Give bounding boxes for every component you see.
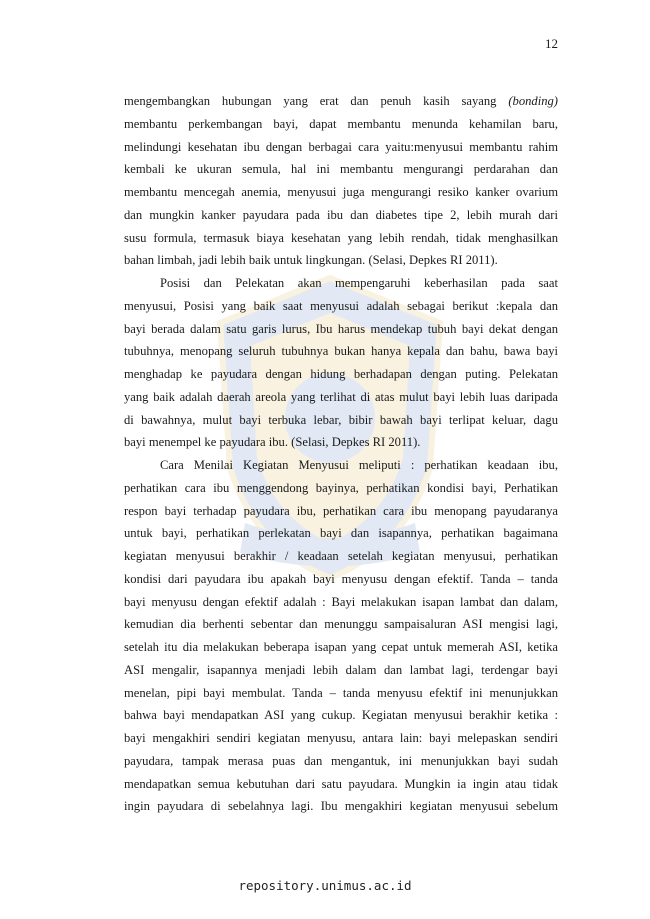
text-line: menyusui, Posisi yang baik saat menyusui adalah sebagai berikut :kepala dan [124, 298, 558, 313]
text-line: membantu perkembangan bayi, dapat membantu menunda kehamilan baru, [124, 116, 558, 131]
text-line [124, 90, 558, 113]
text-line: bayi menyusu dengan efektif adalah : Bayi melakukan isapan lambat dan dalam, [124, 594, 558, 609]
text-line: payudara, tampak merasa puas dan mengantuk, ini menunjukkan bayi sudah [124, 753, 558, 768]
text-line: menghadap ke payudara dengan hidung berhadapan dengan puting. Pelekatan [124, 367, 558, 381]
italic-term: (bonding) [508, 94, 558, 108]
page-number: 12 [545, 36, 558, 51]
text-line: respon bayi terhadap payudara ibu, perhatikan cara ibu menopang payudaranya [124, 503, 558, 518]
text-line: ASI mengalir, isapannya menjadi lebih dalam dan lambat lagi, terdengar bayi [124, 662, 558, 677]
body-text [124, 90, 558, 818]
text-line: yang baik adalah daerah areola yang terlihat di atas mulut bayi lebih luas daripada [124, 389, 558, 404]
text-line: bayi menempel ke payudara ibu. (Selasi, Depkes RI 2011). [124, 435, 421, 450]
text-line: Cara Menilai Kegiatan Menyusui meliputi : perhatikan keadaan ibu, [160, 458, 558, 472]
text-line: di bawahnya, mulut bayi terbuka lebar, bibir bawah bayi terlipat keluar, dagu [124, 412, 558, 427]
text-line: untuk bayi, perhatikan perlekatan bayi dan isapannya, perhatikan bagaimana [124, 526, 558, 541]
footer-repository-url: repository.unimus.ac.id [238, 878, 412, 893]
text-line: bahwa bayi mendapatkan ASI yang cukup. Kegiatan menyusui berakhir ketika : [124, 708, 558, 723]
text-line: kegiatan menyusui berakhir / keadaan setelah kegiatan menyusui, perhatikan [124, 549, 558, 563]
text-line: kembali ke ukuran semula, hal ini membantu mengurangi perdarahan dan [124, 162, 558, 177]
text-line: kemudian dia berhenti sebentar dan menunggu sampaisaluran ASI mengisi lagi, [124, 617, 558, 632]
text-line: bayi mengakhiri sendiri kegiatan menyusu, antara lain: bayi melepaskan sendiri [124, 731, 558, 745]
text-line: bayi berada dalam satu garis lurus, Ibu harus mendekap tubuh bayi dekat dengan [124, 321, 558, 336]
text-line: membantu mencegah anemia, menyusui juga mengurangi resiko kanker ovarium [124, 185, 558, 199]
text-line: mendapatkan semua kebutuhan dari satu payudara. Mungkin ia ingin atau tidak [124, 776, 558, 791]
text-line: menelan, pipi bayi membulat. Tanda – tanda menyusu efektif ini menunjukkan [124, 685, 558, 700]
text-line: melindungi kesehatan ibu dengan berbagai cara yaitu:menyusui membantu rahim [124, 139, 558, 154]
text-line: tubuhnya, menopang seluruh tubuhnya bukan hanya kepala dan bahu, bawa bayi [124, 344, 558, 359]
text-line: susu formula, termasuk biaya kesehatan yang lebih rendah, tidak menghasilkan [124, 230, 558, 245]
text-line: kondisi dari payudara ibu apakah bayi menyusu dengan efektif. Tanda – tanda [124, 571, 558, 586]
text-line: setelah itu dia melakukan beberapa isapan yang cepat untuk memerah ASI, ketika [124, 640, 558, 654]
text-segment: mengembangkan hubungan yang erat dan penuh kasih sayang [124, 94, 509, 108]
text-line: dan mungkin kanker payudara pada ibu dan diabetes tipe 2, lebih murah dari [124, 207, 558, 222]
text-line: ingin payudara di sebelahnya lagi. Ibu mengakhiri kegiatan menyusui sebelum [124, 799, 558, 814]
text-line: bahan limbah, jadi lebih baik untuk lingkungan. (Selasi, Depkes RI 2011). [124, 253, 498, 268]
text-line: Posisi dan Pelekatan akan mempengaruhi keberhasilan pada saat [160, 276, 558, 290]
text-line: perhatikan cara ibu menggendong bayinya, perhatikan kondisi bayi, Perhatikan [124, 480, 558, 495]
